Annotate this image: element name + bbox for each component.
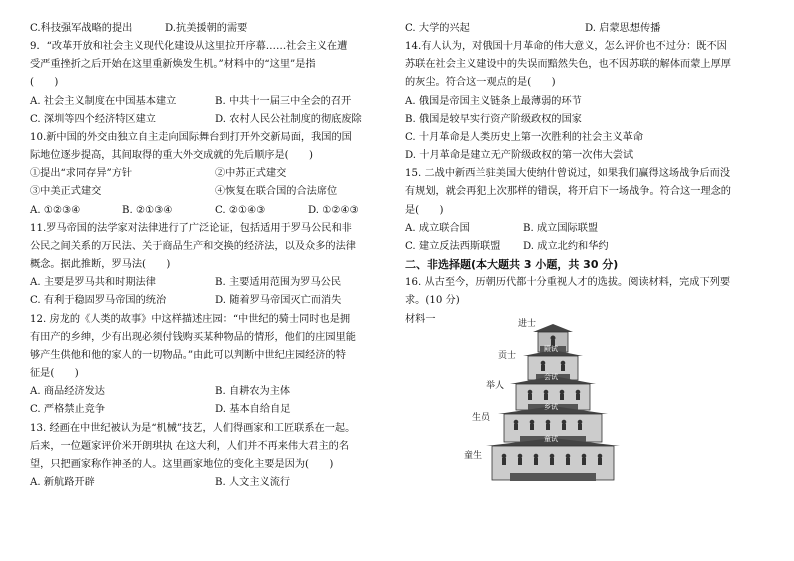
q11-option-c: C. 有利于稳固罗马帝国的统治 [30,295,167,306]
q13-option-d: D. 启蒙思想传播 [585,23,661,34]
q15-stem-1: 15. 二战中新西兰驻美国大使纳什曾说过，如果我们赢得这场战争后而没 [405,168,731,179]
q13-option-b: B. 人文主义流行 [215,477,291,488]
q13-stem-1: 13. 经画在中世纪被认为是“机械”技艺，人们得画家和工匠联系在一起。 [30,423,356,434]
q14-stem-1: 14.有人认为，对俄国十月革命的伟大意义，怎么评价也不过分：既不因 [405,41,727,52]
q11-stem-3: 概念。据此推断，罗马法( ) [30,259,171,270]
q14-option-c: C. 十月革命是人类历史上第一次胜利的社会主义革命 [405,132,644,143]
q12-stem-2: 有田产的乡绅，少有出现必须付钱购买某种物品的情形，他们的庄园里能 [30,332,356,343]
q10-option-b: B. ②①③④ [122,205,173,216]
q9-option-b: B. 中共十一届三中全会的召开 [215,96,352,107]
q13-stem-3: 望，只把画家称作神圣的人。这里画家地位的变化主要是因为( ) [30,459,334,470]
q10-stem-1: 10.新中国的外交由独立自主走向国际舞台到打开外交新局面，我国的国 [30,132,352,143]
q16-stem-2: 求。(10 分) [405,295,460,306]
q11-option-d: D. 随着罗马帝国灭亡而消失 [215,295,342,306]
q14-stem-2: 苏联在社会主义建设中的失误而黯然失色，也不因苏联的解体而蒙上厚厚 [405,59,731,70]
q14-option-b: B. 俄国是较早实行资产阶级政权的国家 [405,114,582,125]
q15-option-d: D. 成立北约和华约 [523,241,609,252]
q10-item-3: ③中美正式建交 [30,186,102,197]
q12-option-b: B. 自耕农为主体 [215,386,291,397]
q14-option-d: D. 十月革命是建立无产阶级政权的第一次伟大尝试 [405,150,634,161]
material-1-label: 材料一 [405,314,436,325]
rank-label-shengyuan: 生员 [472,413,491,423]
q11-option-b: B. 主要适用范围为罗马公民 [215,277,342,288]
q10-option-a: A. ①②③④ [30,205,81,216]
rank-label-gongshi: 贡士 [498,351,517,361]
q9-option-d: D. 农村人民公社制度的彻底废除 [215,114,362,125]
exam-label-tongshi: 童试 [544,435,558,443]
imperial-exam-pyramid [464,318,628,490]
q12-option-c: C. 严格禁止竞争 [30,404,106,415]
q10-option-c: C. ②①④③ [215,205,266,216]
q16-stem-1: 16. 从古至今，历朝历代都十分重视人才的选拔。阅读材料，完成下列要 [405,277,731,288]
q9-option-c: C. 深圳等四个经济特区建立 [30,114,156,125]
q12-stem-4: 征是( ) [30,368,79,379]
section-2-heading: 二、非选择题(本大题共 3 小题，共 30 分) [405,258,619,271]
q11-option-a: A. 主要是罗马共和时期法律 [30,277,156,288]
q9-stem-2: 受严重挫折之后开始在这里重新焕发生机。”材料中的“这里”是指 [30,59,316,70]
q10-item-2: ②中苏正式建交 [215,168,287,179]
q15-option-a: A. 成立联合国 [405,223,470,234]
q13-stem-2: 后来，一位题家评价米开朗琪执 在这大利，人们并不再来伟大君主的名 [30,441,350,452]
q10-stem-2: 际地位逐步提高，其间取得的重大外交成就的先后顺序是( ) [30,150,314,161]
q15-option-b: B. 成立国际联盟 [523,223,599,234]
q12-option-d: D. 基本自给自足 [215,404,291,415]
q9-option-a: A. 社会主义制度在中国基本建立 [30,96,177,107]
rank-label-juren: 举人 [486,381,505,391]
q12-stem-1: 12. 房龙的《人类的故事》中这样描述庄园：“中世纪的骑士同时也是拥 [30,314,351,325]
q15-option-c: C. 建立反法西斯联盟 [405,241,501,252]
exam-label-dianshi: 殿试 [544,345,558,353]
q14-option-a: A. 俄国是帝国主义链条上最薄弱的环节 [405,96,582,107]
q10-item-4: ④恢复在联合国的合法席位 [215,186,338,197]
q9-stem-3: ( ) [30,77,59,88]
exam-label-huishi: 会试 [544,373,558,381]
q10-option-d: D. ①②④③ [308,205,359,216]
q10-item-1: ①提出“求同存异”方针 [30,168,133,179]
q12-stem-3: 够产生供他和他的家人的一切物品。”由此可以判断中世纪庄园经济的特 [30,350,346,361]
q14-stem-3: 的灰尘。符合这一观点的是( ) [405,77,556,88]
q8-option-d: D.抗美援朝的需要 [165,23,248,34]
q13-option-c: C. 大学的兴起 [405,23,470,34]
q8-option-c: C.科技强军战略的提出 [30,23,133,34]
q15-stem-2: 有规划，就会再犯上次那样的错误，将开启下一场战争。符合这一理念的 [405,186,731,197]
exam-label-xiangshi: 乡试 [544,403,558,411]
rank-label-jinshi: 进士 [518,319,537,329]
rank-label-tongsheng: 童生 [464,451,483,461]
q11-stem-2: 公民之间关系的万民法、关于商品生产和交换的经济法，以及众多的法律 [30,241,356,252]
q15-stem-3: 是( ) [405,205,444,216]
q12-option-a: A. 商品经济发达 [30,386,105,397]
q13-option-a: A. 新航路开辟 [30,477,95,488]
q9-stem-1: 9．“改革开放和社会主义现代化建设从这里拉开序幕……社会主义在遭 [30,41,348,52]
q11-stem-1: 11.罗马帝国的法学家对法律进行了广泛论证，包括适用于罗马公民和非 [30,223,352,234]
